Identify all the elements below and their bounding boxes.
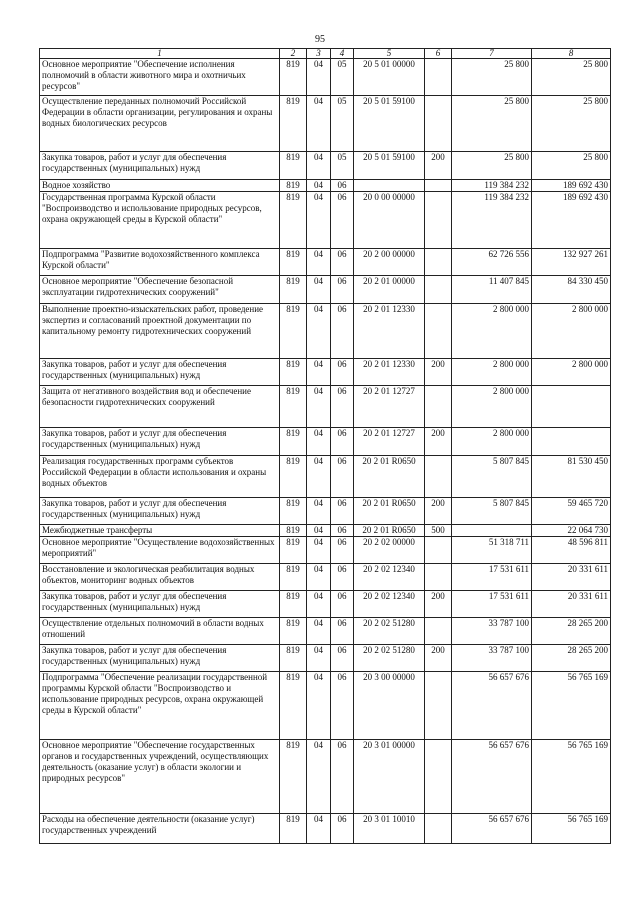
row-section: 04 bbox=[307, 498, 331, 525]
row-name: Защита от негативного воздействия вод и обеспечение безопасности гидротехнических сооружений bbox=[40, 386, 280, 428]
row-expense-type bbox=[425, 192, 452, 249]
row-section: 04 bbox=[307, 152, 331, 180]
row-subsection: 06 bbox=[331, 498, 354, 525]
row-subsection: 05 bbox=[331, 59, 354, 96]
row-target-code: 20 2 01 12727 bbox=[354, 386, 425, 428]
row-amount-year2: 25 800 bbox=[532, 59, 611, 96]
column-number: 8 bbox=[532, 49, 611, 59]
row-section: 04 bbox=[307, 192, 331, 249]
row-admin-code: 819 bbox=[280, 456, 307, 498]
row-name: Подпрограмма "Обеспечение реализации государственной программы Курской области "Воспроизводство и использование природных ресурсов, охрана окружающей среды в Курской области" bbox=[40, 672, 280, 740]
row-amount-year1: 62 726 556 bbox=[452, 249, 532, 276]
row-admin-code: 819 bbox=[280, 498, 307, 525]
row-subsection: 06 bbox=[331, 192, 354, 249]
row-section: 04 bbox=[307, 814, 331, 844]
row-amount-year1 bbox=[452, 525, 532, 537]
row-admin-code: 819 bbox=[280, 814, 307, 844]
row-admin-code: 819 bbox=[280, 180, 307, 192]
row-expense-type bbox=[425, 672, 452, 740]
row-amount-year2: 132 927 261 bbox=[532, 249, 611, 276]
row-name: Основное мероприятие "Обеспечение государственных органов и государственных учреждений, осуществляющих деятельность (оказание услуг) в области экологии и природных ресурсов" bbox=[40, 740, 280, 814]
row-section: 04 bbox=[307, 96, 331, 152]
row-name: Закупка товаров, работ и услуг для обеспечения государственных (муниципальных) нужд bbox=[40, 591, 280, 618]
row-target-code: 20 2 01 R0650 bbox=[354, 456, 425, 498]
row-subsection: 06 bbox=[331, 180, 354, 192]
column-number-row bbox=[40, 49, 611, 59]
row-name: Выполнение проектно-изыскательских работ, проведение экспертиз и согласований проектной документации по капитальному ремонту гидротехнических сооружений bbox=[40, 304, 280, 359]
row-target-code: 20 5 01 59100 bbox=[354, 96, 425, 152]
table-row bbox=[40, 456, 611, 498]
row-admin-code: 819 bbox=[280, 525, 307, 537]
row-subsection: 06 bbox=[331, 618, 354, 645]
row-expense-type bbox=[425, 564, 452, 591]
table-row bbox=[40, 814, 611, 844]
table-row bbox=[40, 152, 611, 180]
row-admin-code: 819 bbox=[280, 59, 307, 96]
row-target-code: 20 3 00 00000 bbox=[354, 672, 425, 740]
row-admin-code: 819 bbox=[280, 304, 307, 359]
row-target-code: 20 3 01 10010 bbox=[354, 814, 425, 844]
table-row bbox=[40, 645, 611, 672]
row-admin-code: 819 bbox=[280, 249, 307, 276]
row-subsection: 05 bbox=[331, 96, 354, 152]
row-amount-year1: 33 787 100 bbox=[452, 645, 532, 672]
table-row bbox=[40, 428, 611, 456]
row-amount-year1: 5 807 845 bbox=[452, 456, 532, 498]
row-subsection: 06 bbox=[331, 645, 354, 672]
row-target-code: 20 3 01 00000 bbox=[354, 740, 425, 814]
row-subsection: 06 bbox=[331, 386, 354, 428]
row-name: Основное мероприятие "Осуществление водохозяйственных мероприятий" bbox=[40, 537, 280, 564]
row-amount-year2: 189 692 430 bbox=[532, 180, 611, 192]
row-section: 04 bbox=[307, 276, 331, 304]
row-section: 04 bbox=[307, 386, 331, 428]
row-expense-type bbox=[425, 96, 452, 152]
table-row bbox=[40, 276, 611, 304]
row-target-code: 20 2 02 51280 bbox=[354, 618, 425, 645]
row-amount-year1: 5 807 845 bbox=[452, 498, 532, 525]
column-number: 5 bbox=[354, 49, 425, 59]
row-amount-year1: 56 657 676 bbox=[452, 814, 532, 844]
row-subsection: 06 bbox=[331, 672, 354, 740]
row-expense-type bbox=[425, 537, 452, 564]
row-amount-year2: 56 765 169 bbox=[532, 814, 611, 844]
row-name: Основное мероприятие "Обеспечение безопасной эксплуатации гидротехнических сооружений" bbox=[40, 276, 280, 304]
row-amount-year2: 2 800 000 bbox=[532, 359, 611, 386]
row-amount-year2: 28 265 200 bbox=[532, 645, 611, 672]
row-expense-type: 200 bbox=[425, 359, 452, 386]
row-amount-year2 bbox=[532, 386, 611, 428]
row-section: 04 bbox=[307, 59, 331, 96]
table-row bbox=[40, 672, 611, 740]
table-row bbox=[40, 740, 611, 814]
row-name: Закупка товаров, работ и услуг для обеспечения государственных (муниципальных) нужд bbox=[40, 359, 280, 386]
row-amount-year1: 17 531 611 bbox=[452, 564, 532, 591]
row-name: Осуществление переданных полномочий Российской Федерации в области организации, регулирования и охраны водных биологических ресурсов bbox=[40, 96, 280, 152]
row-section: 04 bbox=[307, 591, 331, 618]
row-subsection: 06 bbox=[331, 740, 354, 814]
row-name: Водное хозяйство bbox=[40, 180, 280, 192]
row-expense-type: 200 bbox=[425, 498, 452, 525]
row-section: 04 bbox=[307, 456, 331, 498]
row-amount-year1: 25 800 bbox=[452, 152, 532, 180]
row-expense-type bbox=[425, 59, 452, 96]
row-name: Государственная программа Курской области "Воспроизводство и использование природных ресурсов, охрана окружающей среды в Курской области" bbox=[40, 192, 280, 249]
row-section: 04 bbox=[307, 359, 331, 386]
row-amount-year2: 20 331 611 bbox=[532, 591, 611, 618]
row-expense-type bbox=[425, 618, 452, 645]
table-row bbox=[40, 96, 611, 152]
row-name: Реализация государственных программ субъектов Российской Федерации в области использования и охраны водных объектов bbox=[40, 456, 280, 498]
row-amount-year1: 2 800 000 bbox=[452, 304, 532, 359]
row-admin-code: 819 bbox=[280, 591, 307, 618]
row-section: 04 bbox=[307, 564, 331, 591]
row-expense-type bbox=[425, 276, 452, 304]
row-target-code bbox=[354, 180, 425, 192]
row-expense-type: 200 bbox=[425, 428, 452, 456]
row-admin-code: 819 bbox=[280, 276, 307, 304]
row-amount-year2: 59 465 720 bbox=[532, 498, 611, 525]
row-section: 04 bbox=[307, 180, 331, 192]
row-expense-type: 200 bbox=[425, 591, 452, 618]
row-amount-year1: 33 787 100 bbox=[452, 618, 532, 645]
row-name: Закупка товаров, работ и услуг для обеспечения государственных (муниципальных) нужд bbox=[40, 152, 280, 180]
table-row bbox=[40, 249, 611, 276]
row-section: 04 bbox=[307, 645, 331, 672]
row-admin-code: 819 bbox=[280, 428, 307, 456]
row-target-code: 20 2 01 12330 bbox=[354, 304, 425, 359]
row-admin-code: 819 bbox=[280, 96, 307, 152]
row-amount-year2: 189 692 430 bbox=[532, 192, 611, 249]
row-amount-year2: 56 765 169 bbox=[532, 740, 611, 814]
row-amount-year2 bbox=[532, 428, 611, 456]
row-section: 04 bbox=[307, 618, 331, 645]
row-expense-type bbox=[425, 740, 452, 814]
row-amount-year2: 22 064 730 bbox=[532, 525, 611, 537]
row-section: 04 bbox=[307, 428, 331, 456]
row-admin-code: 819 bbox=[280, 564, 307, 591]
row-expense-type bbox=[425, 814, 452, 844]
row-expense-type bbox=[425, 386, 452, 428]
table-row bbox=[40, 525, 611, 537]
row-subsection: 06 bbox=[331, 304, 354, 359]
row-target-code: 20 5 01 00000 bbox=[354, 59, 425, 96]
row-amount-year1: 56 657 676 bbox=[452, 672, 532, 740]
row-admin-code: 819 bbox=[280, 386, 307, 428]
column-number: 1 bbox=[40, 49, 280, 59]
row-amount-year1: 2 800 000 bbox=[452, 428, 532, 456]
row-amount-year2: 25 800 bbox=[532, 152, 611, 180]
row-admin-code: 819 bbox=[280, 192, 307, 249]
row-target-code: 20 2 01 00000 bbox=[354, 276, 425, 304]
row-name: Закупка товаров, работ и услуг для обеспечения государственных (муниципальных) нужд bbox=[40, 498, 280, 525]
table-row bbox=[40, 591, 611, 618]
row-admin-code: 819 bbox=[280, 618, 307, 645]
row-subsection: 06 bbox=[331, 359, 354, 386]
row-admin-code: 819 bbox=[280, 537, 307, 564]
row-admin-code: 819 bbox=[280, 359, 307, 386]
row-amount-year1: 25 800 bbox=[452, 59, 532, 96]
row-target-code: 20 2 01 12330 bbox=[354, 359, 425, 386]
table-row bbox=[40, 59, 611, 96]
row-subsection: 06 bbox=[331, 428, 354, 456]
row-expense-type bbox=[425, 304, 452, 359]
row-amount-year2: 28 265 200 bbox=[532, 618, 611, 645]
table-row bbox=[40, 564, 611, 591]
row-target-code: 20 2 02 00000 bbox=[354, 537, 425, 564]
row-name: Восстановление и экологическая реабилитация водных объектов, мониторинг водных объектов bbox=[40, 564, 280, 591]
row-section: 04 bbox=[307, 672, 331, 740]
row-target-code: 20 2 01 R0650 bbox=[354, 498, 425, 525]
row-amount-year2: 25 800 bbox=[532, 96, 611, 152]
row-amount-year1: 51 318 711 bbox=[452, 537, 532, 564]
row-admin-code: 819 bbox=[280, 152, 307, 180]
row-amount-year1: 56 657 676 bbox=[452, 740, 532, 814]
column-number: 6 bbox=[425, 49, 452, 59]
row-expense-type: 200 bbox=[425, 645, 452, 672]
table-row bbox=[40, 618, 611, 645]
row-expense-type: 500 bbox=[425, 525, 452, 537]
table-row bbox=[40, 537, 611, 564]
column-number: 7 bbox=[452, 49, 532, 59]
row-amount-year2: 56 765 169 bbox=[532, 672, 611, 740]
row-expense-type bbox=[425, 456, 452, 498]
row-target-code: 20 2 01 R0650 bbox=[354, 525, 425, 537]
row-section: 04 bbox=[307, 537, 331, 564]
row-amount-year1: 17 531 611 bbox=[452, 591, 532, 618]
row-name: Подпрограмма "Развитие водохозяйственного комплекса Курской области" bbox=[40, 249, 280, 276]
table-row bbox=[40, 359, 611, 386]
row-amount-year2: 84 330 450 bbox=[532, 276, 611, 304]
row-target-code: 20 2 00 00000 bbox=[354, 249, 425, 276]
row-amount-year2: 2 800 000 bbox=[532, 304, 611, 359]
row-target-code: 20 2 02 12340 bbox=[354, 591, 425, 618]
row-section: 04 bbox=[307, 740, 331, 814]
table-row bbox=[40, 498, 611, 525]
row-name: Расходы на обеспечение деятельности (оказание услуг) государственных учреждений bbox=[40, 814, 280, 844]
table-row bbox=[40, 192, 611, 249]
page-number: 95 bbox=[315, 34, 325, 45]
row-name: Основное мероприятие "Обеспечение исполнения полномочий в области животного мира и охотничьих ресурсов" bbox=[40, 59, 280, 96]
budget-table bbox=[39, 48, 611, 844]
row-subsection: 06 bbox=[331, 249, 354, 276]
row-subsection: 06 bbox=[331, 276, 354, 304]
row-admin-code: 819 bbox=[280, 645, 307, 672]
row-section: 04 bbox=[307, 249, 331, 276]
row-subsection: 06 bbox=[331, 456, 354, 498]
column-number: 3 bbox=[307, 49, 331, 59]
row-amount-year1: 11 407 845 bbox=[452, 276, 532, 304]
row-amount-year2: 20 331 611 bbox=[532, 564, 611, 591]
row-subsection: 06 bbox=[331, 564, 354, 591]
row-subsection: 06 bbox=[331, 537, 354, 564]
row-amount-year1: 119 384 232 bbox=[452, 180, 532, 192]
row-amount-year1: 2 800 000 bbox=[452, 359, 532, 386]
row-subsection: 05 bbox=[331, 152, 354, 180]
row-name: Закупка товаров, работ и услуг для обеспечения государственных (муниципальных) нужд bbox=[40, 428, 280, 456]
row-amount-year1: 119 384 232 bbox=[452, 192, 532, 249]
row-section: 04 bbox=[307, 525, 331, 537]
row-amount-year2: 81 530 450 bbox=[532, 456, 611, 498]
row-subsection: 06 bbox=[331, 814, 354, 844]
row-admin-code: 819 bbox=[280, 740, 307, 814]
row-name: Межбюджетные трансферты bbox=[40, 525, 280, 537]
row-expense-type bbox=[425, 249, 452, 276]
row-target-code: 20 2 02 12340 bbox=[354, 564, 425, 591]
table-row bbox=[40, 386, 611, 428]
row-target-code: 20 0 00 00000 bbox=[354, 192, 425, 249]
row-subsection: 06 bbox=[331, 591, 354, 618]
row-amount-year1: 2 800 000 bbox=[452, 386, 532, 428]
row-admin-code: 819 bbox=[280, 672, 307, 740]
row-expense-type: 200 bbox=[425, 152, 452, 180]
table-row bbox=[40, 180, 611, 192]
row-name: Осуществление отдельных полномочий в области водных отношений bbox=[40, 618, 280, 645]
row-section: 04 bbox=[307, 304, 331, 359]
row-name: Закупка товаров, работ и услуг для обеспечения государственных (муниципальных) нужд bbox=[40, 645, 280, 672]
column-number: 4 bbox=[331, 49, 354, 59]
row-target-code: 20 2 02 51280 bbox=[354, 645, 425, 672]
row-amount-year1: 25 800 bbox=[452, 96, 532, 152]
row-amount-year2: 48 596 811 bbox=[532, 537, 611, 564]
row-subsection: 06 bbox=[331, 525, 354, 537]
column-number: 2 bbox=[280, 49, 307, 59]
table-row bbox=[40, 304, 611, 359]
row-expense-type bbox=[425, 180, 452, 192]
row-target-code: 20 5 01 59100 bbox=[354, 152, 425, 180]
row-target-code: 20 2 01 12727 bbox=[354, 428, 425, 456]
